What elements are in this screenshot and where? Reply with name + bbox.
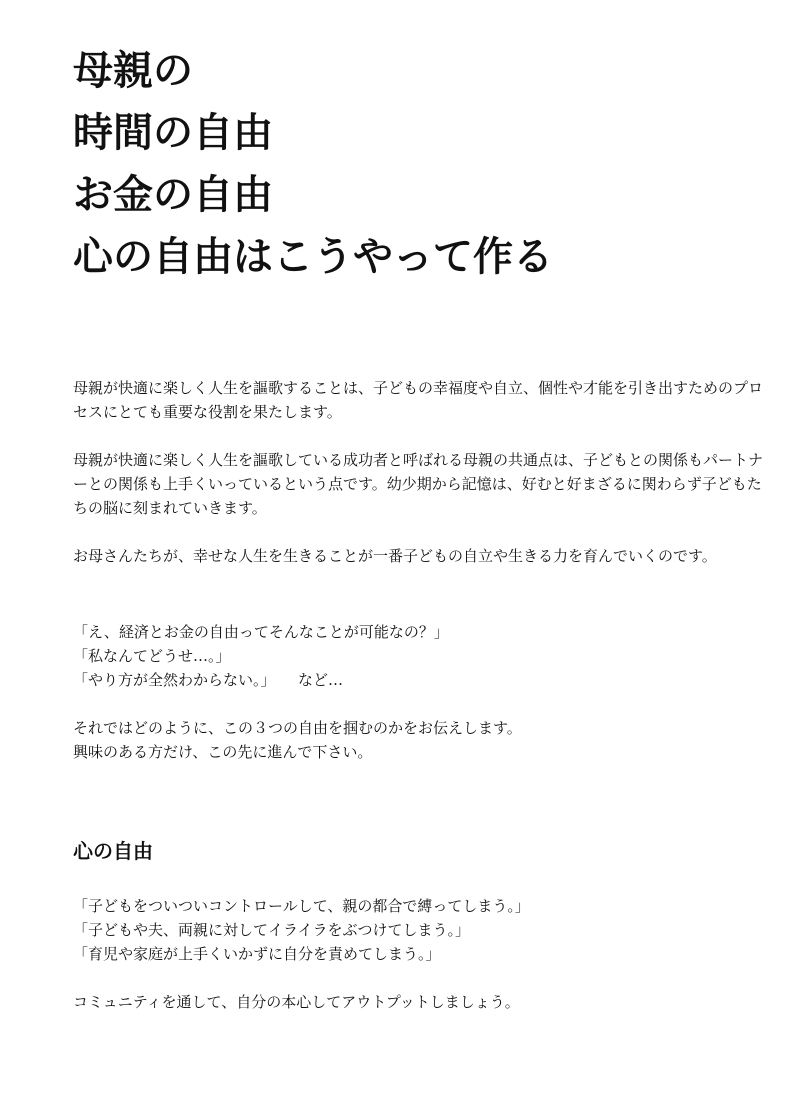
title-line: 母親の (73, 48, 193, 94)
mind-quote-line: 「育児や家庭が上手くいかずに自分を責めてしまう。」 (73, 945, 441, 963)
title-line: 時間の自由 (73, 110, 273, 156)
guide-line: それではどのように、この３つの自由を掴むのかをお伝えします。 (73, 719, 522, 737)
guide-block (73, 716, 773, 764)
section-heading: 心の自由 (73, 839, 153, 863)
question-line: 「私なんてどうせ…。」 (73, 647, 231, 665)
section-mind-freedom (73, 836, 773, 1014)
mind-quote-line: 「子どもや夫、両親に対してイライラをぶつけてしまう。」 (73, 921, 471, 939)
questions-block (73, 620, 773, 692)
intro-section (73, 376, 773, 568)
title-line: お金の自由 (73, 172, 273, 218)
intro-paragraph: 母親が快適に楽しく人生を謳歌している成功者と呼ばれる母親の共通点は、子どもとの関係もパートナーとの関係も上手くいっているという点です。幼少期から記憶は、好むと好まざるに関わらず子どもたちの脳に刻まれていきます。 (73, 451, 764, 517)
article (73, 40, 773, 1014)
mind-quote-line: 「子どもをついついコントロールして、親の都合で縛ってしまう。」 (73, 897, 530, 915)
guide-line: 興味のある方だけ、この先に進んで下さい。 (73, 743, 373, 761)
intro-paragraph: お母さんたちが、幸せな人生を生きることが一番子どもの自立や生きる力を育んでいくのです。 (73, 547, 717, 565)
question-line: 「やり方が全然わからない。」 など… (73, 671, 344, 689)
intro-paragraph: 母親が快適に楽しく人生を謳歌することは、子どもの幸福度や自立、個性や才能を引き出すためのプロセスにとても重要な役割を果たします。 (73, 379, 764, 421)
title-line: 心の自由はこうやって作る (73, 234, 553, 280)
mind-closing-line: コミュニティを通して、自分の本心してアウトプットしましょう。 (73, 993, 520, 1011)
page-title (73, 40, 773, 288)
question-line: 「え、経済とお金の自由ってそんなことが可能なの？」 (73, 623, 449, 641)
